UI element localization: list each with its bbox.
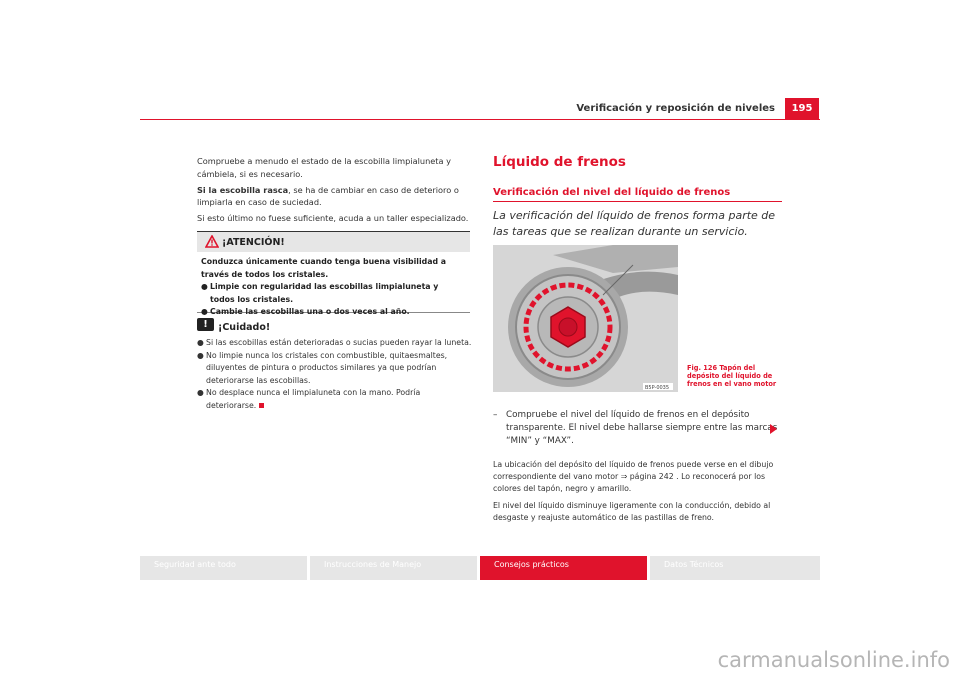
paragraph-1: Compruebe a menudo el estado de la escobilla limpialuneta y cámbiela, si es necesario.	[197, 156, 451, 179]
note-2: El nivel del líquido disminuye ligeramente con la conducción, debido al desgaste y reajuste automático de las pastillas de freno.	[493, 500, 771, 522]
section-heading: Líquido de frenos	[493, 154, 626, 170]
instruction-step: – Compruebe el nivel del líquido de frenos en el depósito transparente. El nivel debe hallarse siempre entre las marcas “MIN” y “MAX”.	[493, 410, 778, 446]
paragraph-2: Si la escobilla rasca, se ha de cambiar en caso de deterioro o limpiarla en caso de suciedad.	[197, 184, 459, 208]
subsection-heading: Verificación del nivel del líquido de frenos	[493, 187, 731, 198]
warning-box	[197, 231, 470, 317]
figure-caption: Fig. 126 Tapón del depósito del líquido de frenos en el vano motor	[687, 364, 777, 388]
note-1: La ubicación del depósito del líquido de frenos puede verse en el dibujo correspondiente del vano motor ⇒ página 242 . Lo reconocerá por los colores del tapón, negro y amarillo.	[493, 460, 774, 494]
caution-title: ¡Cuidado!	[218, 322, 271, 333]
footer-tab-instrucciones[interactable]: Instrucciones de Manejo	[310, 556, 477, 580]
footer-nav	[140, 556, 820, 580]
warning-triangle-icon	[205, 235, 219, 248]
footer-tab-consejos[interactable]: Consejos prácticos	[480, 556, 647, 580]
warning-item: ● Limpie con regularidad las escobillas limpialuneta y todos los cristales.	[201, 282, 439, 304]
header-rule	[140, 119, 820, 120]
figure-code: B5P-0035	[645, 385, 670, 391]
warning-item: ● Cambie las escobillas una o dos veces al año.	[201, 307, 410, 317]
next-page-arrow-icon	[770, 424, 777, 434]
paragraph-3: Si esto último no fuese suficiente, acuda a un taller especializado.	[197, 213, 469, 224]
exclamation-icon: !	[197, 318, 214, 331]
end-mark-icon	[259, 403, 264, 408]
caution-item: ● No desplace nunca el limpialuneta con la mano. Podría deteriorarse.	[197, 388, 421, 410]
brake-fluid-cap-illustration	[493, 245, 678, 392]
page-number: 195	[785, 98, 819, 119]
warning-intro: Conduzca únicamente cuando tenga buena visibilidad a través de todos los cristales.	[201, 257, 447, 279]
footer-tab-datos[interactable]: Datos Técnicos	[650, 556, 820, 580]
caution-item: ● No limpie nunca los cristales con combustible, quitaesmaltes, diluyentes de pintura o productos similares ya que podrían deteriorarse las escobillas.	[197, 350, 448, 385]
warning-title: ¡ATENCIÓN!	[222, 237, 285, 248]
header-title: Verificación y reposición de niveles	[576, 103, 775, 114]
left-column	[197, 155, 472, 228]
footer-tab-seguridad[interactable]: Seguridad ante todo	[140, 556, 307, 580]
watermark: carmanualsonline.info	[717, 648, 950, 672]
notes	[493, 459, 778, 528]
caution-item: ● Si las escobillas están deterioradas o sucias pueden rayar la luneta.	[197, 338, 472, 347]
subsection-rule	[493, 201, 782, 202]
lead-text: La verificación del líquido de frenos forma parte de las tareas que se realizan durante un servicio.	[493, 209, 776, 238]
brake-fluid-cap-figure	[493, 245, 678, 392]
